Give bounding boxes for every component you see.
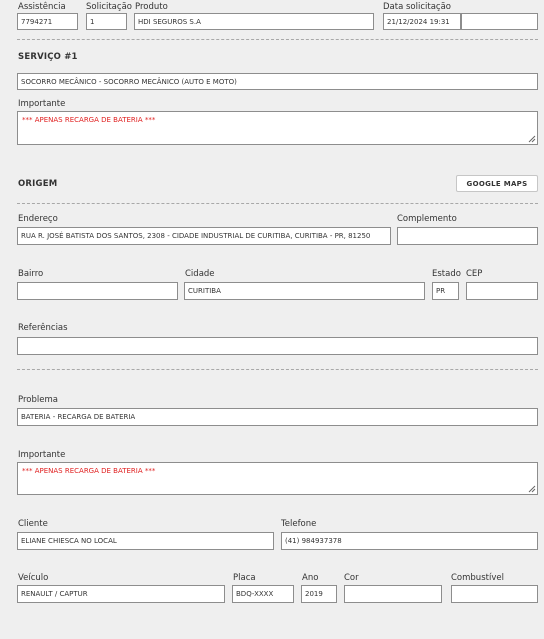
cliente-field[interactable]: ELIANE CHIESCA NO LOCAL xyxy=(17,532,274,550)
cliente-label: Cliente xyxy=(18,519,48,529)
servico-importante-label: Importante xyxy=(18,99,66,109)
servico-importante-textarea[interactable] xyxy=(17,111,538,145)
solicitacao-field[interactable]: 1 xyxy=(86,13,127,30)
assistencia-label: Assistência xyxy=(18,2,66,12)
estado-field[interactable]: PR xyxy=(432,282,459,300)
cor-label: Cor xyxy=(344,573,359,583)
bairro-field[interactable] xyxy=(17,282,178,300)
divider xyxy=(17,369,538,370)
resize-grip-icon[interactable] xyxy=(528,485,536,493)
extra-header-field[interactable] xyxy=(461,13,538,30)
combustivel-field[interactable] xyxy=(451,585,538,603)
cep-field[interactable] xyxy=(466,282,538,300)
endereco-field[interactable]: RUA R. JOSÉ BATISTA DOS SANTOS, 2308 - CIDADE INDUSTRIAL DE CURITIBA, CURITIBA - PR, 81250 xyxy=(17,227,391,245)
servico-field[interactable]: SOCORRO MECÂNICO - SOCORRO MECÂNICO (AUTO E MOTO) xyxy=(17,73,538,90)
cidade-label: Cidade xyxy=(185,269,215,279)
referencias-field[interactable] xyxy=(17,337,538,355)
ano-field[interactable]: 2019 xyxy=(301,585,337,603)
assistencia-field[interactable]: 7794271 xyxy=(17,13,78,30)
combustivel-label: Combustível xyxy=(451,573,504,583)
estado-label: Estado xyxy=(432,269,461,279)
complemento-label: Complemento xyxy=(397,214,457,224)
complemento-field[interactable] xyxy=(397,227,538,245)
servico-importante-text: *** APENAS RECARGA DE BATERIA *** xyxy=(22,116,156,124)
produto-label: Produto xyxy=(135,2,168,12)
resize-grip-icon[interactable] xyxy=(528,135,536,143)
telefone-field[interactable]: (41) 984937378 xyxy=(281,532,538,550)
placa-field[interactable]: BDQ-XXXX xyxy=(232,585,294,603)
cep-label: CEP xyxy=(466,269,483,279)
problema-importante-text: *** APENAS RECARGA DE BATERIA *** xyxy=(22,467,156,475)
google-maps-button[interactable]: GOOGLE MAPS xyxy=(456,175,538,192)
data-solicitacao-field[interactable]: 21/12/2024 19:31 xyxy=(383,13,461,30)
solicitacao-label: Solicitação xyxy=(86,2,132,12)
servico-title: SERVIÇO #1 xyxy=(18,52,78,62)
ano-label: Ano xyxy=(302,573,319,583)
origem-title: ORIGEM xyxy=(18,179,58,189)
veiculo-field[interactable]: RENAULT / CAPTUR xyxy=(17,585,225,603)
cidade-field[interactable]: CURITIBA xyxy=(184,282,425,300)
divider xyxy=(17,39,538,40)
telefone-label: Telefone xyxy=(281,519,317,529)
problema-label: Problema xyxy=(18,395,58,405)
endereco-label: Endereço xyxy=(18,214,58,224)
referencias-label: Referências xyxy=(18,323,68,333)
veiculo-label: Veículo xyxy=(18,573,49,583)
data-solicitacao-label: Data solicitação xyxy=(383,2,452,12)
problema-importante-label: Importante xyxy=(18,450,66,460)
bairro-label: Bairro xyxy=(18,269,44,279)
problema-importante-textarea[interactable] xyxy=(17,462,538,495)
divider xyxy=(17,203,538,204)
problema-field[interactable]: BATERIA - RECARGA DE BATERIA xyxy=(17,408,538,426)
produto-field[interactable]: HDI SEGUROS S.A xyxy=(134,13,374,30)
placa-label: Placa xyxy=(233,573,256,583)
cor-field[interactable] xyxy=(344,585,442,603)
